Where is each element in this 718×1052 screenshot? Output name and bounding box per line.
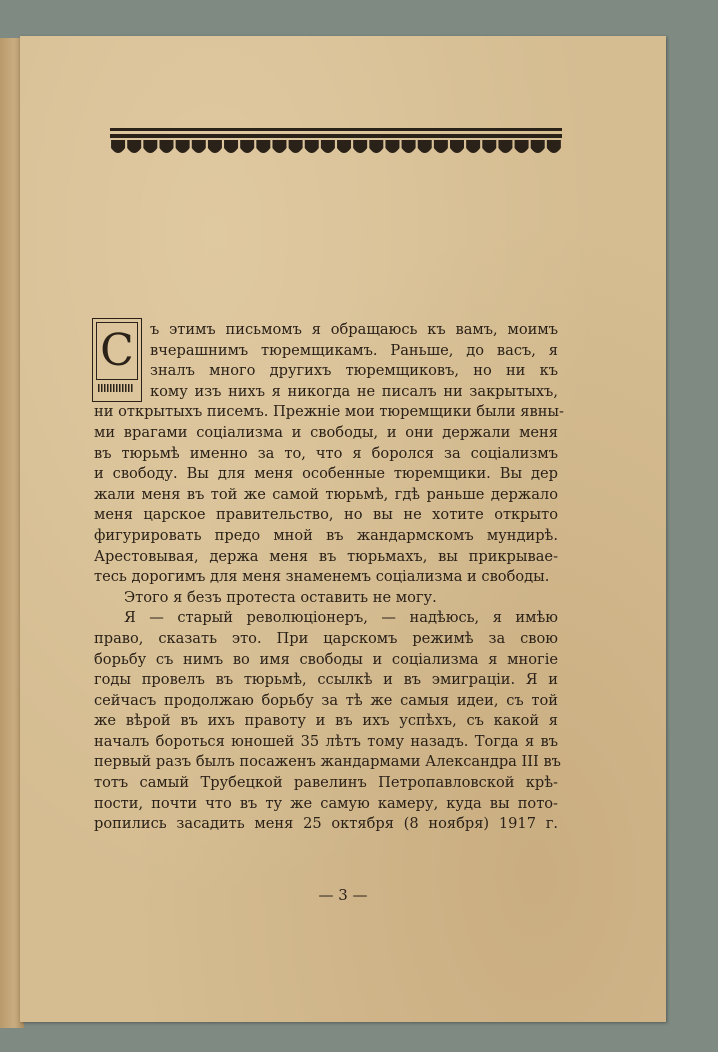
ornament-scallop bbox=[482, 140, 496, 153]
text-line: ми врагами соціализма и свободы, и они держали меня bbox=[94, 423, 558, 441]
ornament-scallop bbox=[224, 140, 238, 153]
ornament-scallop bbox=[547, 140, 561, 153]
text-line: первый разъ былъ посаженъ жандармами Александра III въ bbox=[94, 753, 561, 771]
ornament-scallop bbox=[272, 140, 286, 153]
text-line: борьбу съ нимъ во имя свободы и соціализма я многіе bbox=[94, 650, 558, 668]
ornament-scallop bbox=[515, 140, 529, 153]
book-page bbox=[20, 36, 666, 1022]
ornament-scallop bbox=[305, 140, 319, 153]
text-line: Этого я безъ протеста оставить не могу. bbox=[124, 588, 437, 606]
text-line: жали меня въ той же самой тюрьмѣ, гдѣ раньше держало bbox=[94, 485, 558, 503]
text-line: Я — старый революціонеръ, — надѣюсь, я имѣю bbox=[124, 609, 558, 627]
text-line: зналъ много другихъ тюремщиковъ, но ни къ bbox=[150, 362, 558, 380]
ornament-scallop bbox=[159, 140, 173, 153]
ornament-scallop bbox=[466, 140, 480, 153]
ornament-scallop bbox=[127, 140, 141, 153]
header-ornament bbox=[110, 128, 562, 158]
ornament-scallop bbox=[450, 140, 464, 153]
text-line: фигурировать предо мной въ жандармскомъ мундирѣ. bbox=[94, 526, 558, 544]
ornament-scallop bbox=[240, 140, 254, 153]
text-line: ропились засадить меня 25 октября (8 ноября) 1917 г. bbox=[94, 815, 558, 833]
text-line: меня царское правительство, но вы не хотите открыто bbox=[94, 506, 558, 524]
ornament-scallop bbox=[192, 140, 206, 153]
text-line: тесь дорогимъ для меня знаменемъ соціализма и свободы. bbox=[94, 568, 550, 586]
ornament-scallop bbox=[418, 140, 432, 153]
ornament-scallop bbox=[531, 140, 545, 153]
page-number: — 3 — bbox=[318, 886, 368, 904]
text-line: сейчасъ продолжаю борьбу за тѣ же самыя идеи, съ той bbox=[94, 691, 558, 709]
ornament-scallop bbox=[337, 140, 351, 153]
ornament-scallop bbox=[385, 140, 399, 153]
ornament-scallop bbox=[498, 140, 512, 153]
ornament-scallop bbox=[143, 140, 157, 153]
text-line: Арестовывая, держа меня въ тюрьмахъ, вы прикрывае- bbox=[94, 547, 558, 565]
ornament-scallop bbox=[353, 140, 367, 153]
text-line: кому изъ нихъ я никогда не писалъ ни закрытыхъ, bbox=[150, 382, 558, 400]
ornament-scallop bbox=[176, 140, 190, 153]
ornament-scallop bbox=[402, 140, 416, 153]
text-line: право, сказать это. При царскомъ режимѣ за свою bbox=[94, 629, 558, 647]
text-line: тотъ самый Трубецкой равелинъ Петропавловской крѣ- bbox=[94, 774, 558, 792]
text-line: ни открытыхъ писемъ. Прежніе мои тюремщики были явны- bbox=[94, 403, 564, 421]
ornament-scallop bbox=[256, 140, 270, 153]
ornament-scallop bbox=[434, 140, 448, 153]
text-line: вчерашнимъ тюремщикамъ. Раньше, до васъ, я bbox=[150, 341, 558, 359]
text-line: ъ этимъ письмомъ я обращаюсь къ вамъ, моимъ bbox=[150, 321, 558, 338]
text-line: и свободу. Вы для меня особенные тюремщики. Вы дер bbox=[94, 465, 558, 483]
text-line: началъ бороться юношей 35 лѣтъ тому назадъ. Тогда я въ bbox=[94, 732, 558, 750]
ornament-scallop bbox=[369, 140, 383, 153]
text-line: въ тюрьмѣ именно за то, что я боролся за соціализмъ bbox=[94, 444, 558, 462]
ornament-scallop bbox=[111, 140, 125, 153]
text-line: годы провелъ въ тюрьмѣ, ссылкѣ и въ эмиграціи. Я и bbox=[94, 671, 558, 689]
text-line: же вѣрой въ ихъ правоту и въ ихъ успѣхъ, съ какой я bbox=[94, 712, 558, 730]
ornament-scallop bbox=[208, 140, 222, 153]
ornament-scallop bbox=[321, 140, 335, 153]
ornament-scallop bbox=[289, 140, 303, 153]
text-line: пости, почти что въ ту же самую камеру, куда вы пото- bbox=[94, 794, 558, 812]
dropcap-letter: С bbox=[100, 325, 134, 376]
body-text bbox=[94, 320, 564, 835]
